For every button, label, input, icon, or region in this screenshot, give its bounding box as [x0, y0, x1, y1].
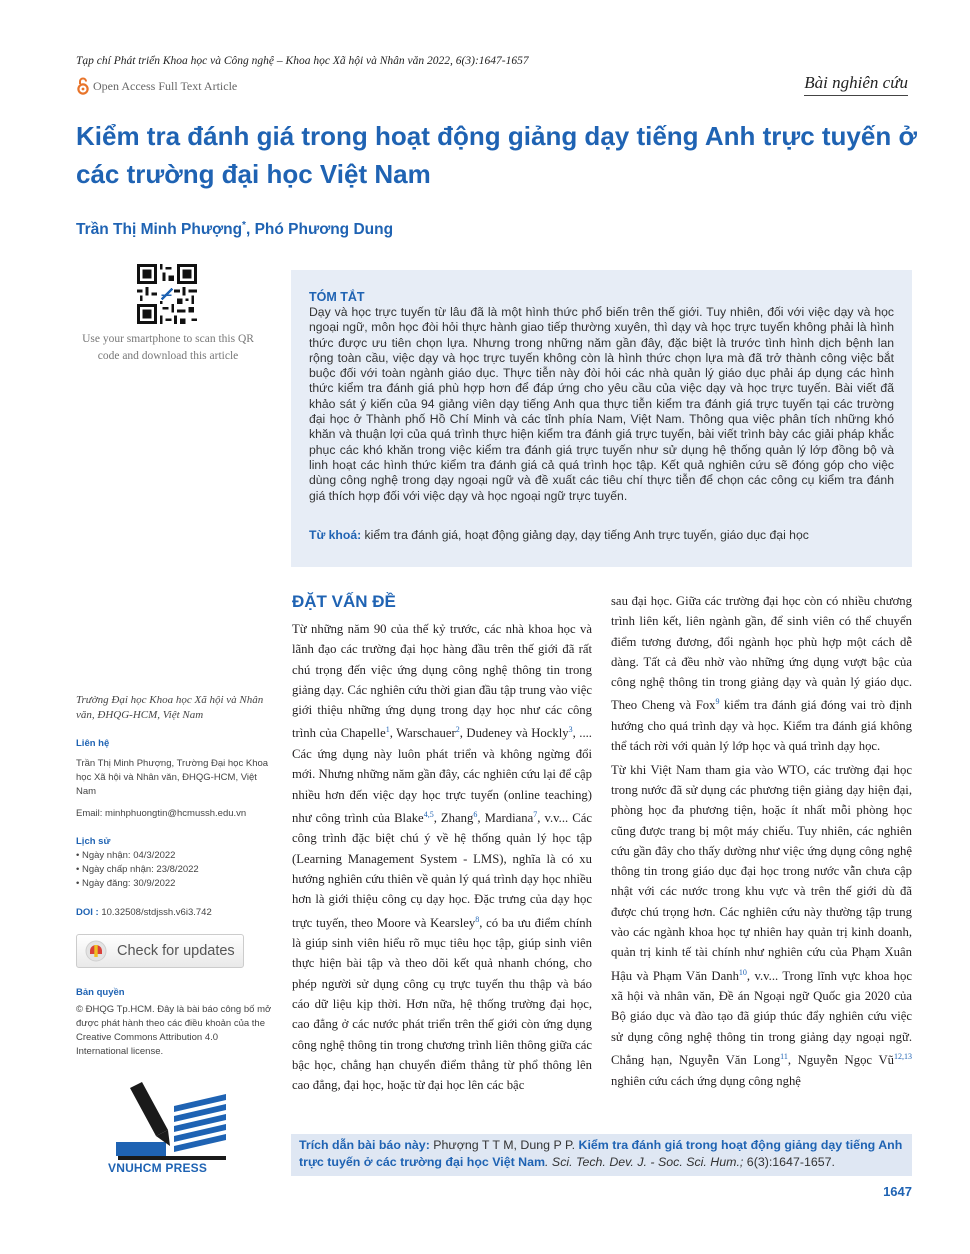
keywords-label: Từ khoá:: [309, 528, 362, 542]
citation-authors: Phượng T T M, Dung P P.: [429, 1138, 579, 1152]
qr-caption: Use your smartphone to scan this QR code and download this article: [82, 333, 254, 362]
published-date: • Ngày đăng: 30/9/2022: [76, 878, 176, 889]
qr-code-image[interactable]: [137, 264, 197, 324]
text-run: , .... Các ứng dụng này luôn phát triển và không ngừng đổi mới. Nhưng những năm gần đây, các nghiên cứu lại để cập nhiều hơn đến việc dạy học trực tuyến (online teaching) như công trình của Blake: [292, 726, 592, 826]
keywords-line: [309, 528, 899, 542]
author-list: [76, 220, 393, 239]
history-label: Lịch sử: [76, 836, 111, 847]
paragraph: [292, 619, 592, 1096]
contact-email[interactable]: Email: minhphuongtin@hcmussh.edu.vn: [76, 808, 247, 819]
affiliation: Trường Đại học Khoa học Xã hội và Nhân văn, ĐHQG-HCM, Việt Nam: [76, 694, 264, 721]
open-access-line: [76, 77, 237, 95]
citation-title: Kiểm tra đánh giá trong hoạt động giảng dạy tiếng Anh trực tuyến ở các trường đại học Việt Nam: [299, 1138, 903, 1169]
check-for-updates-button[interactable]: [76, 934, 244, 968]
author-2[interactable]: Phó Phương Dung: [254, 221, 394, 239]
ref-link-10[interactable]: 10: [738, 967, 747, 977]
check-updates-label: Check for updates: [117, 943, 235, 959]
doi-line: [76, 906, 272, 920]
open-access-icon: [76, 77, 90, 95]
abstract-heading: TÓM TẮT: [309, 290, 365, 304]
text-run: Từ khi Việt Nam tham gia vào WTO, các trường đại học trong nước đã sử dụng các phương tiện giảng dạy hiện đại, phòng học đa phương tiện, hoặc ít nhất mỗi phòng học cũng được trang bị một máy chiếu. Tuy nhiên, các nghiên cứu gần đây cho thấy dường như việc ứng dụng công nghệ thông tin trong giáo dục đại học trong nước vẫn chưa cập nhật với các nước trong khu vực và trên thế giới dù đã được chú trọng hơn. Các nghiên cứu này thường tập trung vào các ngành khoa học tự nhiên hay quản trị kinh doanh, quản trị kinh tế tài chính như nghiên cứu của Phạm Xuân Hậu và Phạm Văn Danh: [611, 762, 912, 983]
paragraph: [611, 591, 912, 757]
text-run: kiểm tra đánh giá đóng vai trò định hướng cho quá trình dạy và học. Kiểm tra đánh giá không thể tách rời với quản lý lớp học và quá trình dạy học.: [611, 698, 912, 754]
page-number: 1647: [883, 1184, 912, 1199]
copyright-label: Bản quyền: [76, 987, 125, 998]
doi-link[interactable]: 10.32508/stdjssh.v6i3.742: [98, 907, 212, 918]
vnuhcm-press-logo-icon: [104, 1076, 234, 1172]
journal-header: Tạp chí Phát triển Khoa học và Công nghệ – Khoa học Xã hội và Nhân văn 2022, 6(3):1647-1657: [76, 55, 529, 67]
ref-link-2[interactable]: 2: [455, 725, 460, 735]
check-updates-icon: [85, 940, 107, 962]
body-column-2: [611, 591, 912, 1091]
received-date: • Ngày nhận: 04/3/2022: [76, 850, 176, 861]
ref-link-11[interactable]: 11: [780, 1052, 788, 1061]
text-run: , v.v... Các công trình đặc biệt chú ý về hệ thống quản lý học tập (Learning Management System - LMS), nghĩa là có xu hướng nghiên cứu thiên về quản lý quá trình dạy học nhiều hơn là giới thiệu công cụ dạy học. Đặc trưng của dạy học trực tuyến, theo Moore và Kearsley: [292, 811, 592, 930]
citation-volume: 6(3):1647-1657.: [743, 1155, 835, 1169]
article-title: Kiểm tra đánh giá trong hoạt động giảng dạy tiếng Anh trực tuyến ở các trường đại học Việt Nam: [76, 121, 917, 189]
press-name: VNUHCM PRESS: [108, 1161, 208, 1175]
paragraph: [611, 760, 912, 1091]
doi-label: DOI :: [76, 907, 99, 918]
history-dates: [76, 849, 272, 891]
body-column-1: [292, 619, 592, 1096]
contact-label: Liên hệ: [76, 738, 110, 749]
text-run: , có ba ưu điểm chính là giúp sinh viên hiểu rõ mục tiêu học tập, giúp sinh viên thực hiện bài tập và theo dõi kết quả nhanh chóng, cho phép người sử dụng công cụ trực tuyến thu thập và báo cáo dữ liệu kịp thời. Hơn nữa, hệ thống trường đại học, cao đẳng ở các nước phát triển trên thế giới còn ứng dụng công nghệ thông tin trong chương trình liên thông giữa các bậc học, chẳng hạn chuyển điểm thẳng từ phổ thông lên cao đẳng, đại học, hoặc từ đại học lên các bậc: [292, 915, 592, 1093]
ref-link-12-13[interactable]: 12,13: [894, 1052, 912, 1061]
text-run: , Nguyễn Ngọc Vũ: [787, 1053, 894, 1068]
text-run: , Dudeney và Hockly: [459, 726, 569, 741]
citation-label: Trích dẫn bài báo này:: [299, 1138, 430, 1152]
ref-link-8[interactable]: 8: [475, 914, 480, 924]
ref-link-3[interactable]: 3: [568, 725, 573, 735]
text-run: Từ những năm 90 của thế kỷ trước, các nhà khoa học và lãnh đạo các trường đại học hàng đầu trên thế giới đã rất chú trọng đến việc ứng dụng công nghệ thông tin trong giảng dạy. Các nghiên cứu thời gian đầu tập trung vào việc giới thiệu những ứng dụng trong dạy học như các công trình của Chapelle: [292, 622, 592, 741]
text-run: , Warschauer: [389, 726, 456, 741]
open-access-label: Open Access Full Text Article: [93, 78, 238, 93]
keywords-text: kiểm tra đánh giá, hoạt động giảng dạy, dạy tiếng Anh trực tuyến, giáo dục đại học: [361, 528, 809, 542]
abstract-text: Dạy và học trực tuyến từ lâu đã là một hình thức phổ biến trên thế giới. Tuy nhiên, đối với việc dạy và học ngoại ngữ, môn học đòi hỏi thực hành giao tiếp thường xuyên, thì dạy và học trực tuyến không phải là hình thức được ưu tiên chọn lựa. Nhưng trong những năm gần đây, đặc biệt là trước tình hình dịch bệnh lan rộng toàn cầu, việc dạy và học trực tuyến không còn là hình thức chọn lựa mà đã trở thành công việc bắt buộc đối với toàn ngành giáo dục. Thực tiễn này đòi hỏi các nhà quản lý giáo dục phải áp dụng các hình thức kiểm tra đánh giá phù hợp hơn để đáp ứng cho yêu cầu của việc dạy và học trực tuyến. Bài viết đã khảo sát ý kiến của 94 giảng viên dạy tiếng Anh qua thực tiễn kiểm tra đánh giá trực tuyến tại các trường đại học ở Thành phố Hồ Chí Minh và các tỉnh phía Nam, Việt Nam. Thông qua việc phân tích những khó khăn và thuận lợi của quá trình thực hiện kiểm tra đánh giá trực tuyến, bài viết trình bày các giải pháp khắc phục các khó khăn trong việc kiểm tra đánh giá trực tuyến như sử dụng hệ thống quản lý lớp đồng bộ và linh hoạt các hình thức kiểm tra đánh giá cả quá trình học tập. Kết quả nghiên cứu sẽ đóng góp cho việc dùng công nghệ trong dạy ngoại ngữ và đề xuất các tiêu chí thực tiễn để chọn các công cụ kiểm tra đánh giá thích hợp đối với việc dạy và học ngoại ngữ trực tuyến.: [309, 305, 894, 503]
ref-link-4-5[interactable]: 4,5: [423, 809, 434, 819]
author-separator: ,: [245, 221, 255, 239]
text-run: , Mardiana: [477, 811, 534, 826]
accepted-date: • Ngày chấp nhận: 23/8/2022: [76, 864, 199, 875]
citation-journal: . Sci. Tech. Dev. J. - Soc. Sci. Hum.;: [545, 1155, 744, 1169]
text-run: sau đại học. Giữa các trường đại học còn có nhiều chương trình liên kết, liên ngành gần, để sinh viên có thể chuyển điểm tương đương, đổi ngành học phù hợp một cách dễ dàng. Tất cả đều nhờ vào những ứng dụng vượt bậc của công nghệ thông tin trong giảng dạy và quản lý giáo dục. Theo Cheng và Fox: [611, 594, 912, 713]
section-heading: ĐẶT VẤN ĐỀ: [292, 592, 396, 611]
text-run: nghiên cứu cách ứng dụng công nghệ: [611, 1073, 801, 1088]
ref-link-1[interactable]: 1: [385, 725, 390, 735]
copyright-text: © ĐHQG Tp.HCM. Đây là bài báo công bố mở được phát hành theo các điều khoản của the Creative Commons Attribution 4.0 International license.: [76, 1004, 272, 1057]
article-category: Bài nghiên cứu: [804, 73, 908, 96]
text-run: , v.v... Trong lĩnh vực khoa học xã hội và nhân văn, Đề án Ngoại ngữ Quốc gia 2020 của Bộ giáo dục và đào tạo đã giúp thúc đẩy nghiên cứu việc sử dụng công nghệ thông tin trong giảng dạy ngoại ngữ. Chẳng hạn, Nguyễn Văn Long: [611, 968, 912, 1068]
author-1[interactable]: Trần Thị Minh Phượng: [76, 221, 243, 239]
corresponding-mark: *: [242, 220, 246, 231]
ref-link-9[interactable]: 9: [715, 697, 720, 707]
ref-link-6[interactable]: 6: [473, 809, 478, 819]
citation-box: [291, 1134, 912, 1176]
contact-text: Trần Thị Minh Phượng, Trường Đại học Khoa học Xã hội và Nhân văn, ĐHQG-HCM, Việt Nam: [76, 758, 269, 797]
ref-link-7[interactable]: 7: [533, 809, 538, 819]
text-run: , Zhang: [433, 811, 474, 826]
